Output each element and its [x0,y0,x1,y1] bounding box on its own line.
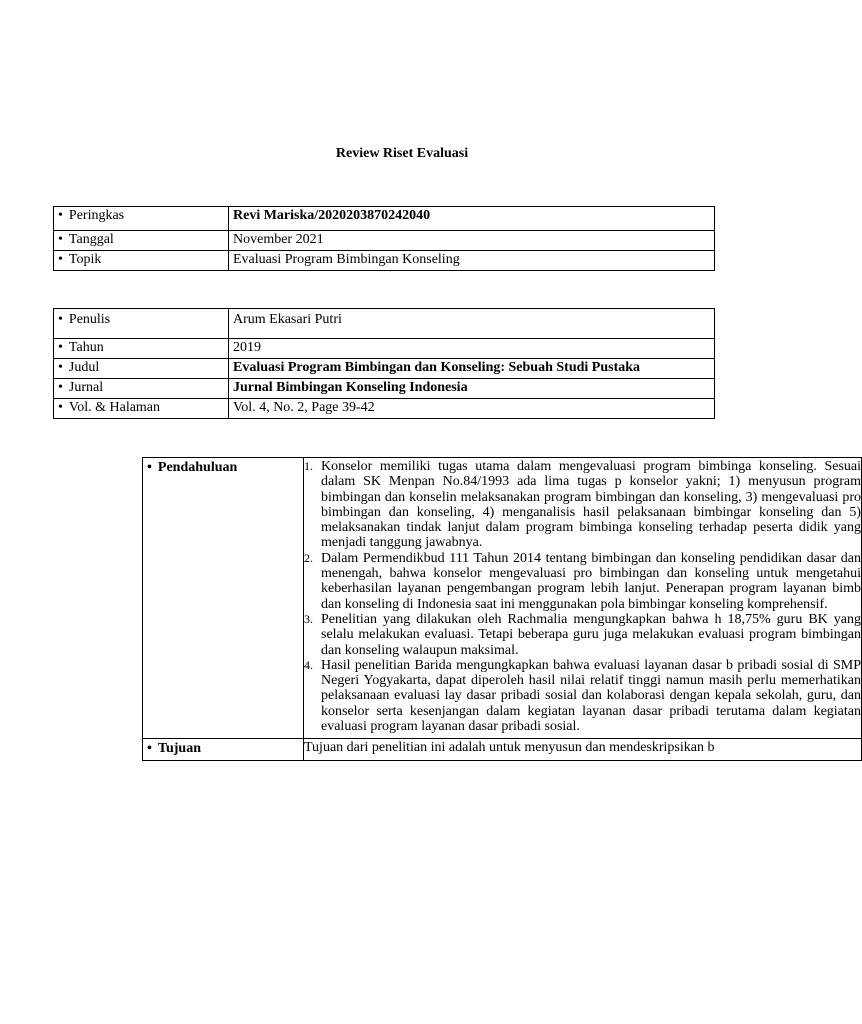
table-cell-label [54,359,229,379]
label-peringkas: • Peringkas [58,208,124,223]
table-row [54,359,715,379]
table-cell-label [54,339,229,359]
label-jurnal: • Jurnal [58,380,103,395]
paper-info-table [53,308,715,419]
table-cell-label [143,458,304,739]
list-item [304,658,861,734]
reviewer-info-table [53,206,715,271]
list-number: 1. [304,459,313,473]
value-peringkas: Revi Mariska/2020203870242040 [229,207,715,231]
table-row [54,399,715,419]
value-vol-halaman: Vol. 4, No. 2, Page 39-42 [229,399,715,419]
label-penulis: • Penulis [58,312,110,327]
list-item-text: Penelitian yang dilakukan oleh Rachmalia mengungkapkan bahwa h 18,75% guru BK yang selalu melakukan evaluasi. Tetapi beberapa guru juga melakukan evaluasi program bimbingan dan konseling walaupun maksimal. [321,611,861,658]
label-tanggal: • Tanggal [58,232,114,247]
table-cell-label [54,399,229,419]
table-cell-label [54,231,229,251]
table-row [54,379,715,399]
list-item-text: Hasil penelitian Barida mengungkapkan bahwa evaluasi layanan dasar b pribadi sosial di SMP Negeri Yogyakarta, dapat diperoleh hasil nilai relatif tinggi namun masih perlu memerhatikan pelaksanaan evaluasi lay dasar pribadi sosial dan kolaborasi dengan kepala sekolah, guru, dan konselor serta kesenjangan dalam kegiatan layanan dasar pribadi terutama dalam kegiatan evaluasi program layanan dasar pribadi sosial. [321,657,861,735]
table-cell-label [143,739,304,761]
tujuan-text: Tujuan dari penelitian ini adalah untuk menyusun dan mendeskripsikan b [304,739,862,761]
table-cell-label [54,379,229,399]
pendahuluan-content [304,458,862,739]
table-row-pendahuluan [143,458,862,739]
table-row [54,207,715,231]
value-tahun: 2019 [229,339,715,359]
table-row-tujuan [143,739,862,761]
value-penulis: Arum Ekasari Putri [229,309,715,339]
label-tujuan: • Tujuan [147,741,201,756]
list-item-text: Dalam Permendikbud 111 Tahun 2014 tentang bimbingan dan konseling pendidikan dasar dan menengah, bahwa konselor mengevaluasi pro bimbingan dan konseling untuk mengetahui keberhasilan layanan pengembangan program lebih lanjut. Penerapan program layanan bimb dan konseling di Indonesia saat ini menggunakan pola bimbingar konseling komprehensif. [321,550,861,612]
label-topik: • Topik [58,252,101,267]
value-tanggal: November 2021 [229,231,715,251]
table-cell-label [54,309,229,339]
list-number: 4. [304,657,313,672]
label-pendahuluan: • Pendahuluan [147,460,237,475]
list-number: 3. [304,611,313,626]
value-judul: Evaluasi Program Bimbingan dan Konseling: Sebuah Studi Pustaka [229,359,715,379]
value-topik: Evaluasi Program Bimbingan Konseling [229,251,715,271]
list-item [304,551,861,612]
label-vol-halaman: • Vol. & Halaman [58,400,160,415]
list-item-text: Konselor memiliki tugas utama dalam mengevaluasi program bimbinga konseling. Sesuai dalam SK Menpan No.84/1993 ada lima tugas p konselor yakni; 1) menyusun program bimbingan dan konselin melaksanakan program bimbingan dan konseling, 3) mengevaluasi pro bimbingan dan konseling, 4) menganalisis hasil pelaksanaan bimbingar konseling dan 5) melaksanakan tindak lanjut dalam program bimbinga konseling terhadap peserta didik yang menjadi tanggung jawabnya. [321,459,861,551]
review-content-table [142,457,862,761]
table-row [54,231,715,251]
table-cell-label [54,251,229,271]
table-row [54,251,715,271]
pendahuluan-list [304,459,861,734]
value-jurnal: Jurnal Bimbingan Konseling Indonesia [229,379,715,399]
list-number: 2. [304,550,313,565]
list-item [304,612,861,658]
label-tahun: • Tahun [58,340,104,355]
table-row [54,339,715,359]
table-cell-label [54,207,229,231]
label-judul: • Judul [58,360,99,375]
table-row [54,309,715,339]
list-item [304,459,861,551]
page-title: Review Riset Evaluasi [335,146,469,161]
